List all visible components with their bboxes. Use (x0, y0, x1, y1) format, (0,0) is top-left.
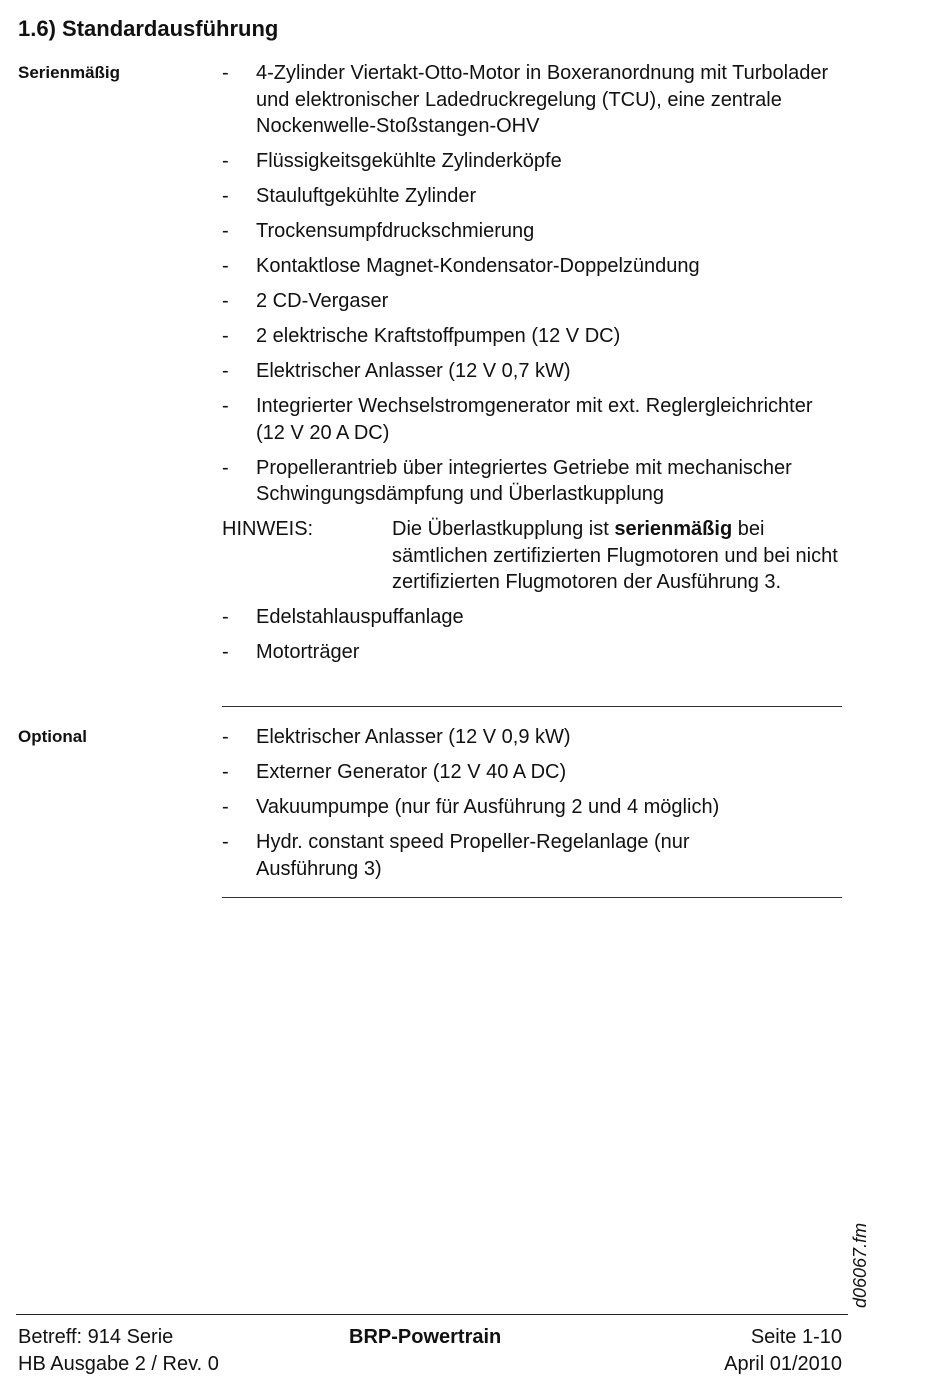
footer-center: BRP-Powertrain (349, 1326, 502, 1348)
list-item: - Hydr. constant speed Propeller-Regelanlage (nur Ausführung 3) (222, 831, 690, 880)
standard-label: Serienmäßig (18, 63, 121, 82)
list-item: - Propellerantrieb über integriertes Getriebe mit mechanischer Schwingungsdämpfung und Überlastkupplung (222, 456, 792, 505)
list-item: - Kontaktlose Magnet-Kondensator-Doppelzündung (222, 255, 700, 277)
list-item: - 4-Zylinder Viertakt-Otto-Motor in Boxeranordnung mit Turbolader und elektronischer Ladedruckregelung (TCU), eine zentrale Nockenwelle-Stoßstangen-OHV (222, 62, 829, 137)
note (222, 516, 842, 596)
note-label: HINWEIS: (222, 518, 314, 540)
list-item: - Edelstahlauspuffanlage (222, 605, 464, 628)
section-divider (222, 706, 842, 707)
list-item: - 2 elektrische Kraftstoffpumpen (12 V DC) (222, 325, 621, 347)
section-divider (222, 897, 842, 898)
list-item: - 2 CD-Vergaser (222, 290, 389, 312)
optional-label: Optional (18, 727, 87, 746)
list-item: - Flüssigkeitsgekühlte Zylinderköpfe (222, 150, 562, 172)
footer-left: Betreff: 914 Serie HB Ausgabe 2 / Rev. 0 (18, 1326, 219, 1375)
optional-list (222, 724, 842, 891)
list-item: - Vakuumpumpe (nur für Ausführung 2 und 4 möglich) (222, 796, 720, 818)
standard-list (222, 60, 842, 674)
list-item: - Trockensumpfdruckschmierung (222, 220, 535, 242)
list-item: - Elektrischer Anlasser (12 V 0,7 kW) (222, 360, 571, 382)
footer-right: Seite 1-10 April 01/2010 (724, 1326, 842, 1375)
footer-divider (16, 1314, 848, 1315)
list-item: - Integrierter Wechselstromgenerator mit ext. Reglergleichrichter (12 V 20 A DC) (222, 395, 813, 444)
page-title: 1.6) Standardausführung (18, 16, 279, 41)
list-item: - Motorträger (222, 640, 360, 663)
list-item: - Externer Generator (12 V 40 A DC) (222, 761, 567, 783)
note-text: Die Überlastkupplung ist serienmäßig bei sämtlichen zertifizierten Flugmotoren und bei nicht zertifizierten Flugmotoren der Ausführung 3. (392, 518, 838, 593)
list-item: - Elektrischer Anlasser (12 V 0,9 kW) (222, 726, 571, 748)
file-tag: d06067.fm (850, 1222, 870, 1308)
list-item: - Stauluftgekühlte Zylinder (222, 185, 477, 207)
